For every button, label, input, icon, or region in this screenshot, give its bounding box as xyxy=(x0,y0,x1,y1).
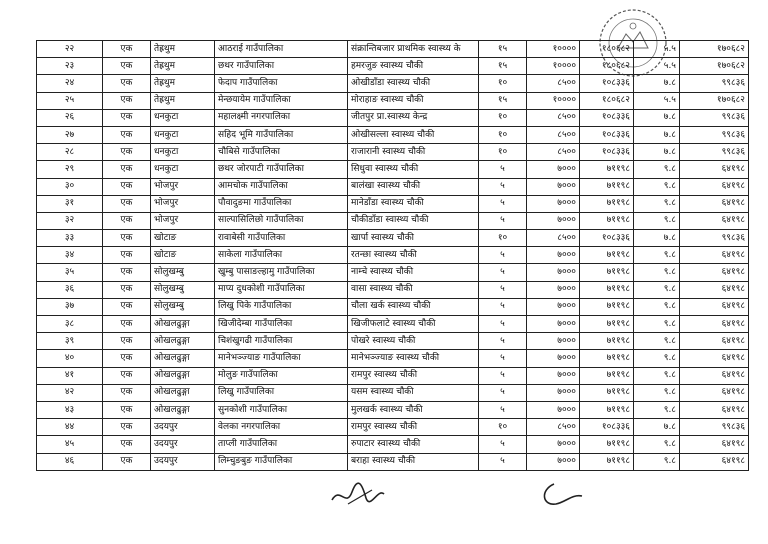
table-row xyxy=(37,195,749,212)
table-row xyxy=(37,58,749,75)
cell-count: एक xyxy=(103,195,151,212)
table-row xyxy=(37,41,749,58)
cell-value-4: ९.८ xyxy=(634,281,680,298)
cell-value-2: ७००० xyxy=(527,247,580,264)
cell-municipality: महालक्ष्मी नगरपालिका xyxy=(215,109,348,126)
cell-value-5: ६४१९८ xyxy=(680,436,749,453)
cell-municipality: साल्पासिलिछो गाउँपालिका xyxy=(215,212,348,229)
cell-health-facility: खिजीफलाटे स्वास्थ्य चौकी xyxy=(348,316,479,333)
cell-value-1: १० xyxy=(479,75,527,92)
cell-value-2: ७००० xyxy=(527,384,580,401)
table-body xyxy=(37,41,749,471)
cell-value-2: ८५०० xyxy=(527,75,580,92)
cell-health-facility: रतन्छा स्वास्थ्य चौकी xyxy=(348,247,479,264)
table-row xyxy=(37,161,749,178)
cell-value-5: १७०६८२ xyxy=(680,41,749,58)
cell-value-3: ७११९८ xyxy=(580,161,634,178)
data-table xyxy=(36,40,749,471)
cell-value-4: ९.८ xyxy=(634,367,680,384)
cell-count: एक xyxy=(103,58,151,75)
cell-value-1: ५ xyxy=(479,247,527,264)
cell-district: ओखलढुङ्गा xyxy=(151,384,215,401)
cell-municipality: रावाबेसी गाउँपालिका xyxy=(215,230,348,247)
cell-value-2: ८५०० xyxy=(527,144,580,161)
table-row xyxy=(37,264,749,281)
cell-value-2: ७००० xyxy=(527,161,580,178)
cell-value-4: ९.८ xyxy=(634,195,680,212)
cell-municipality: लिखु गाउँपालिका xyxy=(215,384,348,401)
cell-district: भोजपुर xyxy=(151,212,215,229)
cell-municipality: खिजीदेम्बा गाउँपालिका xyxy=(215,316,348,333)
cell-health-facility: ओखीडाँडा स्वास्थ्य चौकी xyxy=(348,75,479,92)
cell-value-5: ६४१९८ xyxy=(680,367,749,384)
cell-value-5: ६४१९८ xyxy=(680,178,749,195)
cell-district: ओखलढुङ्गा xyxy=(151,367,215,384)
table-row xyxy=(37,281,749,298)
cell-value-1: ५ xyxy=(479,281,527,298)
cell-serial: २३ xyxy=(37,58,103,75)
cell-serial: ४० xyxy=(37,350,103,367)
cell-serial: ४२ xyxy=(37,384,103,401)
cell-value-1: ५ xyxy=(479,401,527,418)
table-row xyxy=(37,436,749,453)
cell-value-2: ७००० xyxy=(527,350,580,367)
cell-value-4: ७.८ xyxy=(634,126,680,143)
cell-value-1: ५ xyxy=(479,316,527,333)
cell-count: एक xyxy=(103,453,151,470)
cell-value-4: ७.८ xyxy=(634,419,680,436)
cell-value-1: ५ xyxy=(479,436,527,453)
cell-serial: ३५ xyxy=(37,264,103,281)
cell-value-5: ६४१९८ xyxy=(680,161,749,178)
signature-left xyxy=(328,480,388,514)
cell-serial: ३३ xyxy=(37,230,103,247)
cell-district: तेह्रथुम xyxy=(151,75,215,92)
cell-value-3: ७११९८ xyxy=(580,298,634,315)
cell-municipality: आमचोक गाउँपालिका xyxy=(215,178,348,195)
cell-value-5: १७०६८२ xyxy=(680,58,749,75)
cell-value-3: ७११९८ xyxy=(580,178,634,195)
cell-value-4: ९.८ xyxy=(634,436,680,453)
cell-count: एक xyxy=(103,264,151,281)
cell-value-1: १० xyxy=(479,419,527,436)
cell-value-4: ५.५ xyxy=(634,58,680,75)
cell-value-2: १०००० xyxy=(527,58,580,75)
cell-value-4: ७.८ xyxy=(634,75,680,92)
cell-value-2: ७००० xyxy=(527,316,580,333)
cell-value-3: ७११९८ xyxy=(580,333,634,350)
cell-value-5: ९९८३६ xyxy=(680,419,749,436)
cell-value-3: १०८३३६ xyxy=(580,230,634,247)
cell-value-3: ७११९८ xyxy=(580,316,634,333)
cell-municipality: लिम्चुङबुङ गाउँपालिका xyxy=(215,453,348,470)
cell-district: ओखलढुङ्गा xyxy=(151,350,215,367)
cell-district: भोजपुर xyxy=(151,178,215,195)
cell-value-2: १०००० xyxy=(527,92,580,109)
cell-value-1: ५ xyxy=(479,195,527,212)
cell-value-5: ६४१९८ xyxy=(680,195,749,212)
cell-count: एक xyxy=(103,384,151,401)
cell-value-1: १५ xyxy=(479,58,527,75)
cell-municipality: साकेला गाउँपालिका xyxy=(215,247,348,264)
cell-health-facility: नाम्चे स्वास्थ्य चौकी xyxy=(348,264,479,281)
table-row xyxy=(37,75,749,92)
cell-value-4: ७.८ xyxy=(634,144,680,161)
cell-value-3: ७११९८ xyxy=(580,350,634,367)
cell-value-3: ७११९८ xyxy=(580,195,634,212)
cell-health-facility: जीतपुर प्रा.स्वास्थ्य केन्द्र xyxy=(348,109,479,126)
cell-value-5: ६४१९८ xyxy=(680,212,749,229)
cell-district: उदयपुर xyxy=(151,419,215,436)
cell-value-3: १०८३३६ xyxy=(580,419,634,436)
cell-value-3: १०८३३६ xyxy=(580,109,634,126)
cell-value-2: ७००० xyxy=(527,212,580,229)
cell-value-1: ५ xyxy=(479,453,527,470)
table-row xyxy=(37,298,749,315)
cell-serial: ४४ xyxy=(37,419,103,436)
cell-serial: २९ xyxy=(37,161,103,178)
cell-count: एक xyxy=(103,350,151,367)
cell-value-3: ७११९८ xyxy=(580,384,634,401)
cell-value-5: ९९८३६ xyxy=(680,126,749,143)
cell-municipality: पौवादुङमा गाउँपालिका xyxy=(215,195,348,212)
cell-value-4: ७.८ xyxy=(634,109,680,126)
cell-value-3: ७११९८ xyxy=(580,401,634,418)
cell-count: एक xyxy=(103,109,151,126)
cell-value-4: ७.८ xyxy=(634,230,680,247)
cell-value-1: १० xyxy=(479,126,527,143)
cell-value-3: ७११९८ xyxy=(580,436,634,453)
cell-value-5: ६४१९८ xyxy=(680,316,749,333)
cell-count: एक xyxy=(103,401,151,418)
cell-value-1: ५ xyxy=(479,161,527,178)
cell-district: धनकुटा xyxy=(151,109,215,126)
cell-count: एक xyxy=(103,247,151,264)
cell-district: सोलुखम्बु xyxy=(151,264,215,281)
cell-health-facility: चौकीडाँडा स्वास्थ्य चौकी xyxy=(348,212,479,229)
cell-value-2: ८५०० xyxy=(527,419,580,436)
cell-value-3: १८०६८२ xyxy=(580,41,634,58)
cell-health-facility: मानेभञ्ज्याङ स्वास्थ्य चौकी xyxy=(348,350,479,367)
cell-value-5: ६४१९८ xyxy=(680,264,749,281)
cell-value-2: ८५०० xyxy=(527,109,580,126)
cell-health-facility: रुपाटार स्वास्थ्य चौकी xyxy=(348,436,479,453)
cell-value-3: ७११९८ xyxy=(580,281,634,298)
cell-count: एक xyxy=(103,126,151,143)
cell-municipality: ताप्ली गाउँपालिका xyxy=(215,436,348,453)
cell-count: एक xyxy=(103,41,151,58)
cell-serial: २२ xyxy=(37,41,103,58)
cell-count: एक xyxy=(103,75,151,92)
cell-district: धनकुटा xyxy=(151,126,215,143)
cell-municipality: खुम्बु पासाङल्हामु गाउँपालिका xyxy=(215,264,348,281)
cell-municipality: आठराई गाउँपालिका xyxy=(215,41,348,58)
cell-district: खोटाङ xyxy=(151,230,215,247)
cell-district: उदयपुर xyxy=(151,436,215,453)
cell-municipality: छथर जोरपाटी गाउँपालिका xyxy=(215,161,348,178)
table-row xyxy=(37,384,749,401)
table-row xyxy=(37,419,749,436)
cell-serial: २७ xyxy=(37,126,103,143)
cell-municipality: सहिद भूमि गाउँपालिका xyxy=(215,126,348,143)
cell-health-facility: रामपुर स्वास्थ्य चौकी xyxy=(348,419,479,436)
cell-district: खोटाङ xyxy=(151,247,215,264)
cell-value-4: ९.८ xyxy=(634,178,680,195)
table-row xyxy=(37,230,749,247)
cell-count: एक xyxy=(103,144,151,161)
cell-health-facility: ओखीसल्ला स्वास्थ्य चौकी xyxy=(348,126,479,143)
cell-value-1: ५ xyxy=(479,264,527,281)
table-row xyxy=(37,401,749,418)
cell-value-2: ७००० xyxy=(527,436,580,453)
cell-value-5: ६४१९८ xyxy=(680,453,749,470)
table-row xyxy=(37,212,749,229)
cell-serial: २८ xyxy=(37,144,103,161)
cell-value-4: ९.८ xyxy=(634,350,680,367)
cell-value-4: ९.८ xyxy=(634,401,680,418)
cell-value-4: ९.८ xyxy=(634,316,680,333)
table-row xyxy=(37,247,749,264)
cell-serial: २४ xyxy=(37,75,103,92)
cell-health-facility: मुलखर्क स्वास्थ्य चौकी xyxy=(348,401,479,418)
cell-value-2: ८५०० xyxy=(527,126,580,143)
signature-right xyxy=(536,480,586,510)
cell-value-4: ५.५ xyxy=(634,41,680,58)
cell-value-5: ९९८३६ xyxy=(680,75,749,92)
cell-value-1: ५ xyxy=(479,384,527,401)
cell-value-3: ७११९८ xyxy=(580,367,634,384)
cell-count: एक xyxy=(103,178,151,195)
cell-district: तेह्रथुम xyxy=(151,58,215,75)
cell-municipality: वेलका नगरपालिका xyxy=(215,419,348,436)
cell-value-2: ७००० xyxy=(527,298,580,315)
cell-value-2: ७००० xyxy=(527,281,580,298)
cell-serial: ४१ xyxy=(37,367,103,384)
cell-health-facility: यसम स्वास्थ्य चौकी xyxy=(348,384,479,401)
cell-health-facility: चौला खर्क स्वास्थ्य चौकी xyxy=(348,298,479,315)
table-row xyxy=(37,333,749,350)
cell-district: ओखलढुङ्गा xyxy=(151,401,215,418)
cell-value-4: ९.८ xyxy=(634,212,680,229)
cell-value-5: ६४१९८ xyxy=(680,298,749,315)
cell-value-5: ९९८३६ xyxy=(680,230,749,247)
cell-value-4: ९.८ xyxy=(634,453,680,470)
cell-municipality: मोलुङ गाउँपालिका xyxy=(215,367,348,384)
cell-value-4: ९.८ xyxy=(634,247,680,264)
cell-value-2: ७००० xyxy=(527,401,580,418)
cell-count: एक xyxy=(103,419,151,436)
cell-value-1: ५ xyxy=(479,178,527,195)
cell-health-facility: बालंखा स्वास्थ्य चौकी xyxy=(348,178,479,195)
cell-value-1: १० xyxy=(479,109,527,126)
cell-district: धनकुटा xyxy=(151,144,215,161)
cell-value-4: ९.८ xyxy=(634,298,680,315)
cell-municipality: मेन्छयायेम गाउँपालिका xyxy=(215,92,348,109)
cell-value-3: १८०६८२ xyxy=(580,92,634,109)
cell-serial: ३६ xyxy=(37,281,103,298)
cell-serial: ३७ xyxy=(37,298,103,315)
cell-value-3: ७११९८ xyxy=(580,247,634,264)
cell-value-2: ७००० xyxy=(527,178,580,195)
cell-value-5: ६४१९८ xyxy=(680,333,749,350)
table-row xyxy=(37,92,749,109)
table-row xyxy=(37,316,749,333)
cell-value-5: ६४१९८ xyxy=(680,384,749,401)
cell-count: एक xyxy=(103,161,151,178)
cell-value-3: १०८३३६ xyxy=(580,144,634,161)
cell-count: एक xyxy=(103,230,151,247)
cell-serial: ३९ xyxy=(37,333,103,350)
cell-value-4: ९.८ xyxy=(634,384,680,401)
cell-value-4: ९.८ xyxy=(634,333,680,350)
table-row xyxy=(37,144,749,161)
cell-health-facility: बराहा स्वास्थ्य चौकी xyxy=(348,453,479,470)
cell-value-2: ७००० xyxy=(527,367,580,384)
cell-value-3: १०८३३६ xyxy=(580,126,634,143)
cell-value-1: ५ xyxy=(479,212,527,229)
cell-district: ओखलढुङ्गा xyxy=(151,333,215,350)
cell-municipality: चौबिसे गाउँपालिका xyxy=(215,144,348,161)
cell-value-1: १० xyxy=(479,230,527,247)
cell-count: एक xyxy=(103,367,151,384)
table-row xyxy=(37,126,749,143)
cell-value-5: ६४१९८ xyxy=(680,247,749,264)
cell-district: धनकुटा xyxy=(151,161,215,178)
cell-value-5: ६४१९८ xyxy=(680,350,749,367)
cell-value-2: ७००० xyxy=(527,195,580,212)
cell-value-5: ६४१९८ xyxy=(680,281,749,298)
cell-count: एक xyxy=(103,436,151,453)
cell-value-4: ५.५ xyxy=(634,92,680,109)
cell-municipality: लिखु पिके गाउँपालिका xyxy=(215,298,348,315)
cell-serial: ३८ xyxy=(37,316,103,333)
cell-count: एक xyxy=(103,298,151,315)
cell-value-1: ५ xyxy=(479,350,527,367)
cell-district: तेह्रथुम xyxy=(151,41,215,58)
cell-serial: ३० xyxy=(37,178,103,195)
cell-value-5: ६४१९८ xyxy=(680,401,749,418)
cell-health-facility: संक्रान्तिबजार प्राथमिक स्वास्थ्य के xyxy=(348,41,479,58)
cell-value-4: ९.८ xyxy=(634,161,680,178)
cell-serial: ४३ xyxy=(37,401,103,418)
cell-municipality: माप्य दुधकोशी गाउँपालिका xyxy=(215,281,348,298)
cell-district: उदयपुर xyxy=(151,453,215,470)
cell-value-3: १०८३३६ xyxy=(580,75,634,92)
cell-value-3: ७११९८ xyxy=(580,264,634,281)
cell-serial: ३१ xyxy=(37,195,103,212)
cell-value-4: ९.८ xyxy=(634,264,680,281)
cell-municipality: फेदाप गाउँपालिका xyxy=(215,75,348,92)
cell-value-1: ५ xyxy=(479,367,527,384)
cell-district: सोलुखम्बु xyxy=(151,298,215,315)
cell-district: भोजपुर xyxy=(151,195,215,212)
cell-serial: ४५ xyxy=(37,436,103,453)
cell-district: सोलुखम्बु xyxy=(151,281,215,298)
table-row xyxy=(37,453,749,470)
cell-value-5: ९९८३६ xyxy=(680,144,749,161)
cell-health-facility: हमरजुङ स्वास्थ्य चौकी xyxy=(348,58,479,75)
cell-district: तेह्रथुम xyxy=(151,92,215,109)
cell-municipality: छथर गाउँपालिका xyxy=(215,58,348,75)
table-row xyxy=(37,109,749,126)
cell-value-1: १५ xyxy=(479,92,527,109)
cell-municipality: सुनकोशी गाउँपालिका xyxy=(215,401,348,418)
cell-value-2: ८५०० xyxy=(527,230,580,247)
cell-value-2: ७००० xyxy=(527,453,580,470)
cell-health-facility: मोराहाङ स्वास्थ्य चौकी xyxy=(348,92,479,109)
cell-count: एक xyxy=(103,316,151,333)
table-row xyxy=(37,367,749,384)
cell-health-facility: पोखरे स्वास्थ्य चौकी xyxy=(348,333,479,350)
cell-serial: ४६ xyxy=(37,453,103,470)
cell-serial: २५ xyxy=(37,92,103,109)
cell-health-facility: रामपुर स्वास्थ्य चौकी xyxy=(348,367,479,384)
cell-value-3: ७११९८ xyxy=(580,212,634,229)
cell-value-5: १७०६८२ xyxy=(680,92,749,109)
cell-count: एक xyxy=(103,333,151,350)
cell-municipality: मानेभञ्ज्याङ गाउँपालिका xyxy=(215,350,348,367)
cell-count: एक xyxy=(103,92,151,109)
cell-value-1: ५ xyxy=(479,333,527,350)
cell-value-2: ७००० xyxy=(527,264,580,281)
cell-value-2: १०००० xyxy=(527,41,580,58)
cell-health-facility: सिधुवा स्वास्थ्य चौकी xyxy=(348,161,479,178)
cell-count: एक xyxy=(103,212,151,229)
cell-health-facility: खार्पा स्वास्थ्य चौकी xyxy=(348,230,479,247)
cell-value-5: ९९८३६ xyxy=(680,109,749,126)
cell-value-1: १० xyxy=(479,144,527,161)
cell-health-facility: राजारानी स्वास्थ्य चौकी xyxy=(348,144,479,161)
cell-value-1: १५ xyxy=(479,41,527,58)
cell-value-3: ७११९८ xyxy=(580,453,634,470)
cell-value-2: ७००० xyxy=(527,333,580,350)
cell-count: एक xyxy=(103,281,151,298)
cell-serial: ३४ xyxy=(37,247,103,264)
cell-municipality: चिशंखुगढी गाउँपालिका xyxy=(215,333,348,350)
table-row xyxy=(37,178,749,195)
cell-health-facility: मानेडाँडा स्वास्थ्य चौकी xyxy=(348,195,479,212)
cell-serial: ३२ xyxy=(37,212,103,229)
table-row xyxy=(37,350,749,367)
cell-value-1: ५ xyxy=(479,298,527,315)
cell-district: ओखलढुङ्गा xyxy=(151,316,215,333)
cell-serial: २६ xyxy=(37,109,103,126)
cell-value-3: १८०६८२ xyxy=(580,58,634,75)
cell-health-facility: वासा स्वास्थ्य चौकी xyxy=(348,281,479,298)
